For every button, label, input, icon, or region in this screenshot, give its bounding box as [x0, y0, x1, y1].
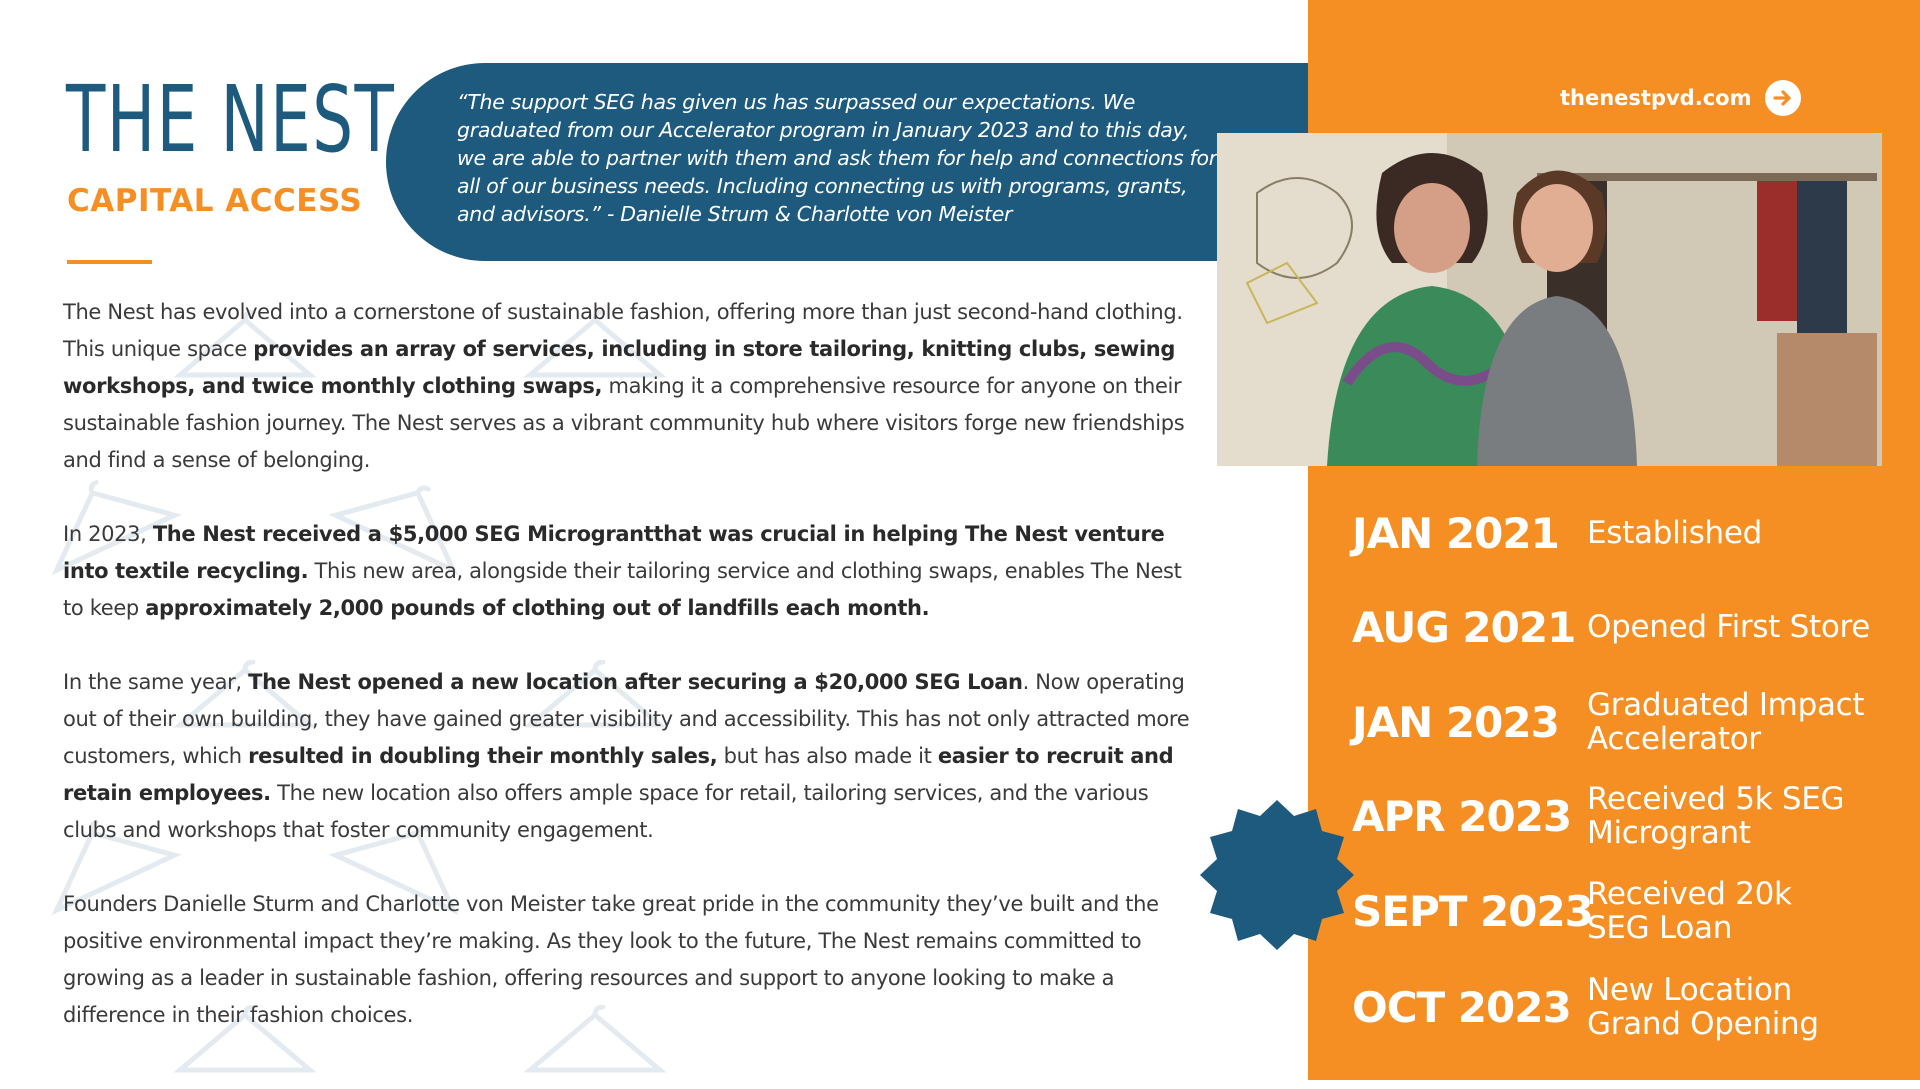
arrow-right-circle-icon[interactable] [1765, 80, 1801, 116]
timeline-date: APR 2023 [1352, 791, 1572, 841]
timeline-event: Opened First Store [1587, 609, 1871, 645]
timeline-date: JAN 2023 [1352, 697, 1559, 747]
timeline-item [1352, 687, 1912, 757]
photo-two-founders [1217, 133, 1882, 466]
timeline-date: AUG 2021 [1352, 602, 1576, 652]
testimonial-quote: “The support SEG has given us has surpassed our expectations. We graduated from our Accelerator program in January 2023 and to this day, we are able to partner with them and ask them for help and connections for all of our business needs. Including connecting us with programs, grants, and advisors.” - Danielle Strum & Charlotte von Meister [457, 90, 1217, 226]
timeline-item [1352, 498, 1912, 568]
paragraph-microgrant: In 2023, The Nest received a $5,000 SEG Micrograntthat was crucial in helping The Nest venture into textile recycling. This new area, alongside their tailoring service and clothing swaps, enables The Nest to keep approximately 2,000 pounds of clothing out of landfills each month. [63, 522, 1182, 620]
timeline-event: New Location Grand Opening [1587, 972, 1819, 1042]
paragraph-loan: In the same year, The Nest opened a new location after securing a $20,000 SEG Loan. Now operating out of their own building, they have gained greater visibility and accessibility. This has not only attracted more customers, which resulted in doubling their monthly sales, but has also made it easier to recruit and retain employees. The new location also offers ample space for retail, tailoring services, and the various clubs and workshops that foster community engagement. [63, 670, 1190, 842]
timeline-date: OCT 2023 [1352, 982, 1571, 1032]
paragraph-founders: Founders Danielle Sturm and Charlotte von Meister take great pride in the community they’ve built and the positive environmental impact they’re making. As they look to the future, The Nest remains committed to growing as a leader in sustainable fashion, offering resources and support to anyone looking to make a difference in their fashion choices. [63, 892, 1159, 1027]
page-title: THE NEST [66, 66, 396, 173]
starburst-badge-icon [1200, 800, 1354, 950]
timeline-event: Received 5k SEG Microgrant [1587, 781, 1845, 851]
body-text [63, 294, 1193, 1071]
paragraph-services: The Nest has evolved into a cornerstone of sustainable fashion, offering more than just second-hand clothing. This unique space provides an array of services, including in store tailoring, knitting clubs, sewing workshops, and twice monthly clothing swaps, making it a comprehensive resource for anyone on their sustainable fashion journey. The Nest serves as a vibrant community hub where visitors forge new friendships and find a sense of belonging. [63, 300, 1185, 472]
timeline-event: Graduated Impact Accelerator [1587, 687, 1865, 757]
timeline-event: Established [1587, 515, 1763, 551]
timeline-event: Received 20k SEG Loan [1587, 876, 1792, 946]
title-divider [67, 260, 152, 264]
timeline-date: SEPT 2023 [1352, 886, 1593, 936]
website-link[interactable] [1560, 80, 1801, 116]
timeline-date: JAN 2021 [1352, 508, 1559, 558]
page-subtitle: CAPITAL ACCESS [67, 183, 363, 219]
timeline-item [1352, 876, 1912, 946]
website-link-label[interactable]: thenestpvd.com [1560, 86, 1752, 110]
timeline-item [1352, 781, 1912, 851]
timeline-item [1352, 592, 1912, 662]
timeline-item [1352, 972, 1912, 1042]
